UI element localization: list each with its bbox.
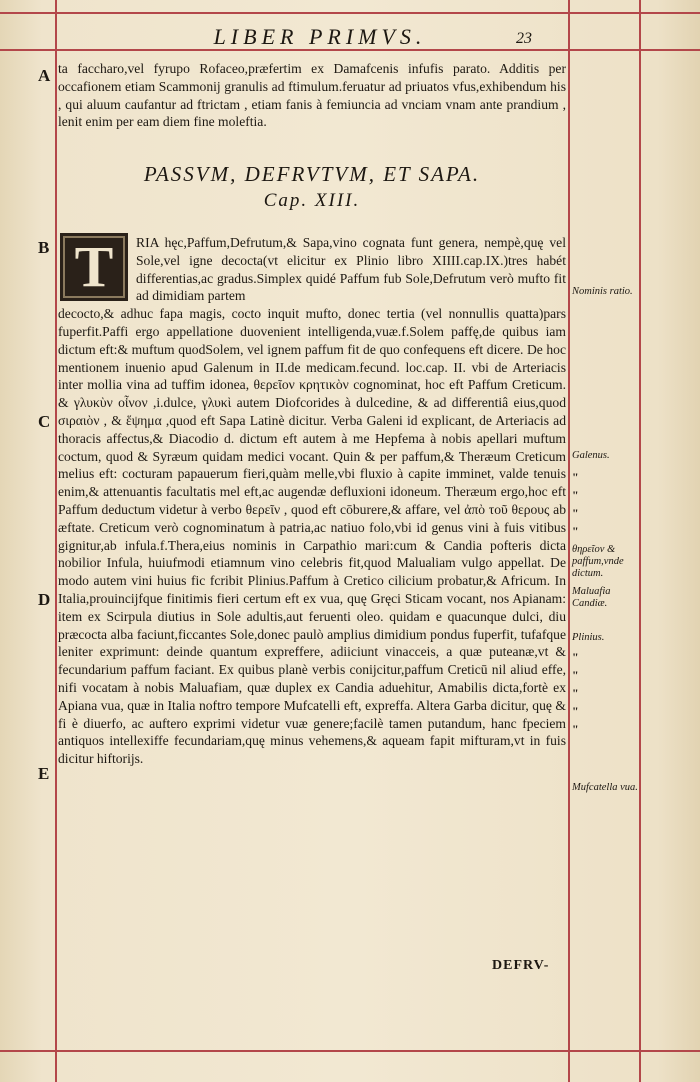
margin-quote-mark: " [572, 686, 579, 700]
margin-quote-mark: " [572, 722, 579, 736]
chapter-number: Cap. XIII. [263, 190, 361, 211]
margin-quote-mark: " [572, 668, 579, 682]
margin-note-galenus: Galenus. [572, 450, 610, 461]
running-title: LIBER PRIMVS. [213, 24, 427, 49]
text-margin-red-rule [568, 0, 570, 1082]
catchword: DEFRV- [492, 958, 550, 973]
margin-quote-mark: " [572, 506, 579, 520]
chapter-title: PASSVM, DEFRVTVM, ET SAPA. [143, 162, 481, 186]
margin-note-plinius: Plinius. [572, 632, 605, 643]
margin-quote-mark: " [572, 650, 579, 664]
paragraph-main-body: decocto,& adhuc fapa magis, cocto inquit mufto, donec tertia (vel nonnullis quatta)pars fuperfit.Paffi ergo appellatione duovenient intelligenda,vuæ.f.Solem paffę,de quibus iam dictum eft:& muftum quodSolem, vel ignem paffum fit de quo confequens eft dicere. De hoc mentionem inuenio apud Galenum in II.de medicam.fecund. loc.cap. II. vbi de Arteriacis inter mollia vina ad tuffim idonea, θερεῖον κρητικὸν cognominat, hoc eft Paffum Creticum. & γλυκὺν οἶνον ,i.dulce, γλυκὶ autem Diofcorides à dulcedine, & ad differentiâ eius,quod σιραιὸν , & ἕψημα ,quod eft Sapa Latinè dicitur. Verba Galeni id explicant, de Arteriacis ad thoracis affectus,& Diacodio d. dictum eft autem à me Hepfema à nobis apellari muftum coctum, quod & Syræum quidam medici vocant. Quin & per paffum,& Theræum Creticum melius eft: cocturam papauerum fieri,quàm melle,vbi fluxio à capite imminet, valde tenuis enim,& attenuantis facultatis mel eft,ac augendæ defluxioni idoneum. Theræum ergo,hoc eft Paffum deductum videtur à verbo θερεῖν , quod eft cōburere,& affare, vel ἀπὸ τοῦ θερους ab æftate. Creticum verò cognominatum à patria,ac natiuo folo,vbi id genus vini à fuis vitibus gignitur,ab infula.f.Thera,eius nominis in Carpathio mari:cum & Candia pofteris dicta nobilior Infula, huiufmodi etiamnum vino celebris fit,quod Malualiam vulgo appellat. De modo autem vini huius fic fcribit Plinius.Paffum à Cretico cilicium probatur,& Africum. In Italia,prouincijfque finitimis fieri certum eft ex vua, quę Gręci Sticam vocant, nos Apianam: item ex Scirpula diutius in Sole adultis,aut feruenti oleo. quidam e quacunque dulci, diu præcocta alba faciunt,ficcantes Sole,donec paulò amplius dimidium pondus fuperfit, tufafque leniter exprimunt: deinde quantum expreffere, adiiciunt vinacceis, a quæ puteanæ,vt & fecundarium paffum faciant. Ex quibus planè verbis conijcitur,paffum Creticū nil aliud effe, nifi vocatam à nobis Maluafiam, quæ duplex ex Candia aduehitur, Amabilis dicta,fortè ex Apiana vua, quæ in Italia noftro tempore Mufcatelli eft, expreffa. Altera Garba dicitur, quę & fi è diuerfo, ac auftero exprimi videtur vuæ genere;facilè tamen putandum, hanc fpeciem antiquos intellexiffe fecundariam,quę minus vehemens,& aqueam fapit mifturam,vt in fuis dicitur hiftorijs. [58, 306, 566, 767]
paragraph-main-opening: RIA hęc,Paffum,Defrutum,& Sapa,vino cognata funt genera, nempè,quę vel Sole,vel igne decocta(vt elicitur ex Plinio libro XIIII.cap.IX.)tres habét differentias,ac gradus.Simplex quidé Paffum fub Sole,Defrutum verò mufto fit ad dimidiam partem [136, 235, 566, 304]
left-red-rule [55, 0, 57, 1082]
margin-quote-mark: " [572, 470, 579, 484]
section-letter-a: A [38, 66, 51, 85]
page-number: 23 [516, 30, 532, 47]
margin-quote-mark: " [572, 704, 579, 718]
top-red-rule [0, 12, 700, 14]
section-letter-e: E [38, 764, 50, 783]
margin-note-nominis: Nominis ratio. [572, 286, 633, 297]
margin-note-muscatella: Mufcatella vua. [572, 782, 638, 793]
section-letter-b: B [38, 238, 50, 257]
margin-note-malvasia: Maluafia Candiæ. [572, 586, 611, 609]
margin-quote-mark: " [572, 488, 579, 502]
bottom-red-rule [0, 1050, 700, 1052]
section-letter-d: D [38, 590, 51, 609]
paragraph-main [58, 234, 566, 768]
margin-note-thereum: θηρεῖον & paffum,vnde dictum. [572, 544, 624, 579]
outer-margin-red-rule [639, 0, 641, 1082]
decorated-initial: T [60, 233, 128, 301]
margin-quote-mark: " [572, 524, 579, 538]
paragraph-top: ta faccharo,vel fyrupo Rofaceo,præfertim ex Damafcenis infufis parato. Additis per occafionem etiam Scammonij granulis ad ftimulum.feruatur ad priuatos vfus,exhibendum his , qui aluum caufantur ad ftrictam , etiam fanis à femiuncia ad vnciam vnam ante prandium , lenit enim per eam diem fine moleftia. [58, 61, 566, 130]
section-letter-c: C [38, 412, 51, 431]
